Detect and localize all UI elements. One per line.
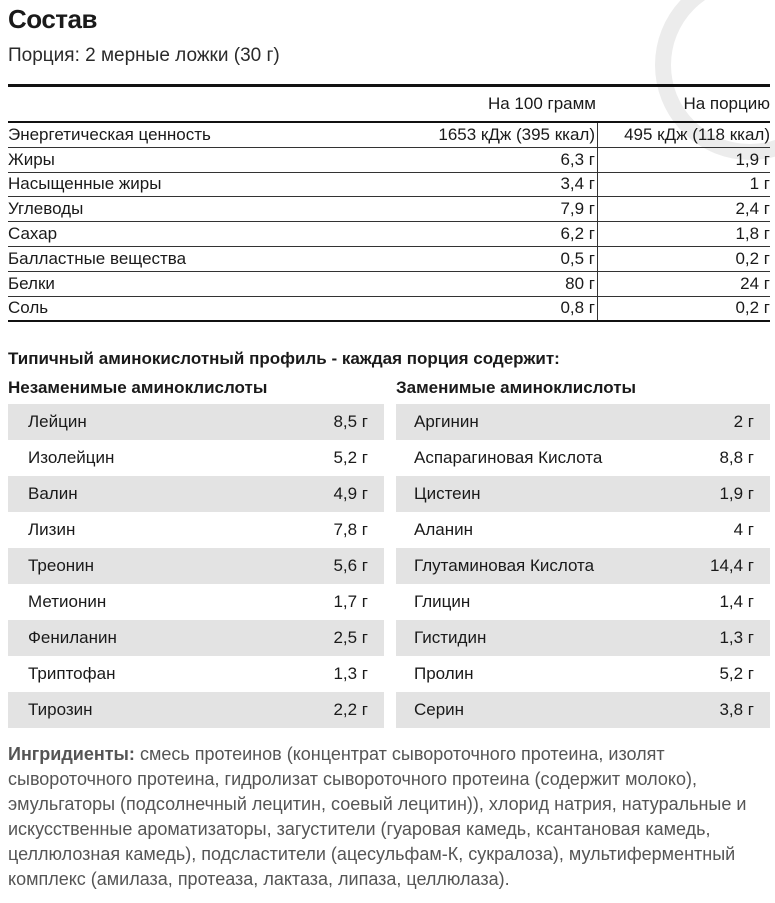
amino-name: Изолейцин xyxy=(28,448,115,467)
amino-row xyxy=(8,512,384,548)
amino-row xyxy=(8,656,384,692)
amino-row xyxy=(8,404,384,440)
amino-row xyxy=(396,404,770,440)
nutrient-label: Балластные вещества xyxy=(8,248,187,268)
amino-name: Цистеин xyxy=(414,484,481,503)
nutrition-row xyxy=(8,222,770,247)
amino-row xyxy=(396,476,770,512)
ingredients-label: Ингридиенты: xyxy=(8,744,135,764)
essential-heading: Незаменимые аминоклислоты xyxy=(8,378,268,397)
amino-profile-heading: Типичный аминокислотный профиль - каждая порция содержит: xyxy=(8,349,560,368)
amino-value: 1,3 г xyxy=(719,628,754,647)
nonessential-heading: Заменимые аминоклислоты xyxy=(396,378,637,397)
amino-row xyxy=(396,440,770,476)
amino-name: Лизин xyxy=(28,520,76,539)
nutrient-label: Сахар xyxy=(8,224,58,244)
nutrient-per100: 7,9 г xyxy=(368,197,598,221)
amino-name: Аргинин xyxy=(414,412,479,431)
nutrition-table xyxy=(8,84,770,322)
amino-value: 7,8 г xyxy=(333,520,368,539)
amino-name: Гистидин xyxy=(414,628,487,647)
amino-value: 3,8 г xyxy=(719,700,754,719)
header-per100: На 100 грамм xyxy=(487,94,596,113)
amino-name: Валин xyxy=(28,484,78,503)
nutrient-per-portion: 495 кДж (118 ккал) xyxy=(624,124,770,144)
amino-value: 1,7 г xyxy=(333,592,368,611)
ingredients-body: смесь протеинов (концентрат сывороточного протеина, изолят сывороточного протеина, гидролизат сывороточного протеина (содержит молоко), эмульгаторы (подсолнечный лецитин, соевый лецитин)), хлорид натрия, натуральные и искусственные ароматизаторы, загустители (гуаровая камедь, ксантановая камедь, целлюлозная камедь), подсластители (ацесульфам-К, сукралоза), мультиферментный комплекс (амилаза, протеаза, лактаза, липаза, целлюлаза). xyxy=(8,744,747,889)
amino-name: Метионин xyxy=(28,592,107,611)
nutrient-per100: 6,3 г xyxy=(368,148,598,172)
amino-value: 5,6 г xyxy=(333,556,368,575)
amino-value: 1,9 г xyxy=(719,484,754,503)
amino-name: Пролин xyxy=(414,664,474,683)
amino-row xyxy=(8,620,384,656)
nutrient-per100: 80 г xyxy=(368,272,598,296)
nutrition-row xyxy=(8,297,770,323)
amino-row xyxy=(396,584,770,620)
page-title: Состав xyxy=(8,4,97,34)
amino-row xyxy=(8,548,384,584)
amino-value: 1,4 г xyxy=(719,592,754,611)
amino-value: 2,2 г xyxy=(333,700,368,719)
nutrient-label: Углеводы xyxy=(8,199,84,219)
portion-size: Порция: 2 мерные ложки (30 г) xyxy=(8,45,280,66)
amino-row xyxy=(396,512,770,548)
amino-value: 5,2 г xyxy=(719,664,754,683)
nutrient-label: Белки xyxy=(8,273,55,293)
amino-row xyxy=(8,440,384,476)
amino-value: 4,9 г xyxy=(333,484,368,503)
nutrition-row xyxy=(8,173,770,198)
nutrient-per100: 6,2 г xyxy=(368,222,598,246)
amino-value: 5,2 г xyxy=(333,448,368,467)
nutrient-per-portion: 0,2 г xyxy=(735,248,770,268)
essential-amino-list xyxy=(8,404,384,728)
amino-value: 8,8 г xyxy=(719,448,754,467)
nutrition-row xyxy=(8,148,770,173)
nutrition-header xyxy=(8,87,770,123)
amino-row xyxy=(396,692,770,728)
amino-value: 2 г xyxy=(733,412,754,431)
amino-value: 2,5 г xyxy=(333,628,368,647)
nutrient-per100: 1653 кДж (395 ккал) xyxy=(368,123,598,147)
nutrient-per100: 0,5 г xyxy=(368,247,598,271)
amino-value: 14,4 г xyxy=(709,556,754,575)
nutrient-per-portion: 1,8 г xyxy=(735,224,770,244)
nutrient-per100: 3,4 г xyxy=(368,173,598,197)
nutrient-per-portion: 1,9 г xyxy=(735,149,770,169)
amino-row xyxy=(396,656,770,692)
nutrition-row xyxy=(8,197,770,222)
nutrient-label: Энергетическая ценность xyxy=(8,124,211,144)
amino-name: Глутаминовая Кислота xyxy=(414,556,595,575)
amino-name: Тирозин xyxy=(28,700,93,719)
nutrition-row xyxy=(8,247,770,272)
amino-name: Треонин xyxy=(28,556,95,575)
ingredients-text xyxy=(8,742,748,892)
nonessential-amino-list xyxy=(396,404,770,728)
nutrient-per-portion: 1 г xyxy=(749,174,770,194)
amino-value: 1,3 г xyxy=(333,664,368,683)
nutrient-label: Соль xyxy=(8,298,49,318)
nutrient-per-portion: 0,2 г xyxy=(735,298,770,318)
amino-row xyxy=(8,476,384,512)
amino-row xyxy=(396,620,770,656)
nutrient-per-portion: 2,4 г xyxy=(735,199,770,219)
nutrient-label: Насыщенные жиры xyxy=(8,174,162,194)
header-per-portion: На порцию xyxy=(683,94,770,113)
nutrient-per100: 0,8 г xyxy=(368,297,598,321)
amino-name: Лейцин xyxy=(28,412,87,431)
nutrition-row xyxy=(8,123,770,148)
amino-row xyxy=(8,584,384,620)
nutrition-row xyxy=(8,272,770,297)
amino-row xyxy=(396,548,770,584)
amino-name: Триптофан xyxy=(28,664,116,683)
amino-row xyxy=(8,692,384,728)
amino-name: Фениланин xyxy=(28,628,117,647)
amino-value: 8,5 г xyxy=(333,412,368,431)
amino-name: Аспарагиновая Кислота xyxy=(414,448,603,467)
amino-name: Серин xyxy=(414,700,465,719)
amino-name: Глицин xyxy=(414,592,471,611)
amino-name: Аланин xyxy=(414,520,473,539)
nutrient-per-portion: 24 г xyxy=(740,273,770,293)
nutrient-label: Жиры xyxy=(8,149,55,169)
amino-value: 4 г xyxy=(733,520,754,539)
